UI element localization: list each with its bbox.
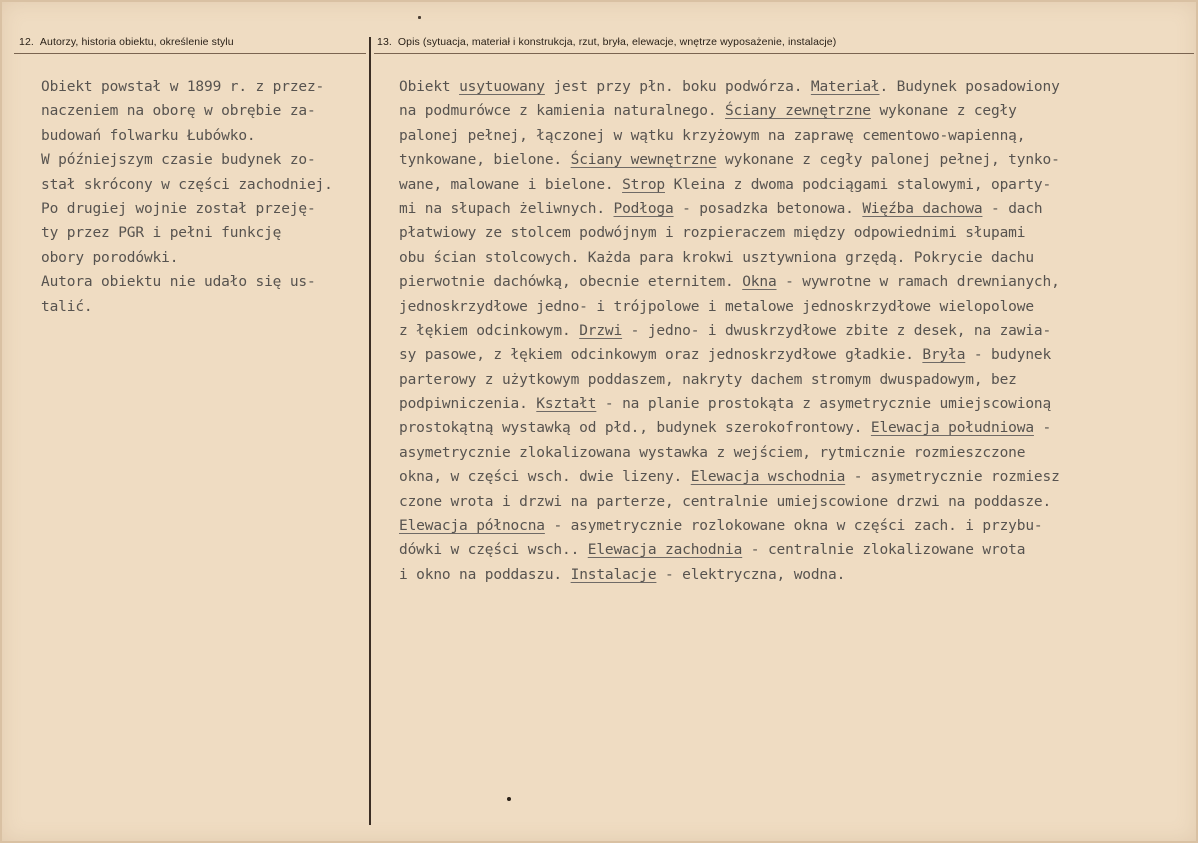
history-line: Autora obiektu nie udało się us- bbox=[41, 274, 316, 291]
history-line: stał skrócony w części zachodniej. bbox=[41, 176, 333, 193]
description-segment: Obiekt bbox=[399, 79, 460, 95]
description-line bbox=[399, 563, 1194, 587]
section-12-header bbox=[19, 36, 234, 48]
ink-dot bbox=[507, 797, 511, 801]
description-segment: jest przy płn. boku podwórza. bbox=[544, 79, 811, 95]
description-line bbox=[399, 197, 1194, 221]
description-segment: dówki w części wsch.. bbox=[399, 542, 588, 559]
history-line: Po drugiej wojnie został przeję- bbox=[41, 200, 316, 217]
description-line bbox=[399, 75, 1194, 99]
description-line bbox=[399, 465, 1194, 489]
description-segment: prostokątną wystawką od płd., budynek szerokofrontowy. bbox=[399, 420, 871, 437]
description-line bbox=[399, 221, 1194, 245]
description-segment: okna, w części wsch. dwie lizeny. bbox=[399, 469, 691, 486]
section-12-number: 12. bbox=[19, 36, 34, 48]
description-segment: wykonane z cegły palonej pełnej, tynko- bbox=[716, 152, 1060, 169]
description-segment: jednoskrzydłowe jedno- i trójpolowe i metalowe jednoskrzydłowe wielopolowe bbox=[399, 298, 1034, 315]
history-line: talić. bbox=[41, 298, 93, 315]
description-segment: wykonane z cegły bbox=[870, 103, 1017, 120]
section-12-title: Autorzy, historia obiektu, określenie stylu bbox=[39, 36, 234, 48]
underlined-term: Okna bbox=[742, 274, 777, 291]
description-segment: czone wrota i drzwi na parterze, centralnie umiejscowione drzwi na poddasze. bbox=[399, 493, 1052, 510]
history-line: obory porodówki. bbox=[41, 249, 179, 266]
history-line: Obiekt powstał w 1899 r. z przez- bbox=[41, 79, 325, 95]
underlined-term: Elewacja północna bbox=[399, 518, 545, 535]
description-line bbox=[399, 99, 1194, 123]
description-line bbox=[399, 392, 1194, 416]
description-line bbox=[399, 490, 1194, 514]
underlined-term: Drzwi bbox=[579, 322, 623, 339]
description-line bbox=[399, 343, 1194, 367]
description-segment: . Budynek posadowiony bbox=[879, 79, 1060, 95]
description-segment: - posadzka betonowa. bbox=[673, 200, 863, 217]
underlined-term: Elewacja wschodnia bbox=[690, 469, 846, 486]
description-segment: tynkowane, bielone. bbox=[399, 152, 571, 169]
description-segment: palonej pełnej, łączonej w wątku krzyżowym na zaprawę cementowo-wapienną, bbox=[399, 127, 1026, 144]
description-segment: płatwiowy ze stolcem podwójnym i rozpieraczem między odpowiednimi słupami bbox=[399, 225, 1026, 242]
description-segment: pierwotnie dachówką, obecnie eternitem. bbox=[399, 274, 743, 291]
description-line bbox=[399, 246, 1194, 270]
description-segment: - asymetrycznie rozmiesz bbox=[845, 469, 1060, 486]
description-segment: - na planie prostokąta z asymetrycznie umiejscowioną bbox=[596, 396, 1052, 413]
underlined-term: Elewacja południowa bbox=[870, 420, 1034, 437]
description-line bbox=[399, 368, 1194, 392]
description-segment: obu ścian stolcowych. Każda para krokwi usztywniona grzędą. Pokrycie dachu bbox=[399, 249, 1034, 266]
description-segment: z łękiem odcinkowym. bbox=[399, 322, 580, 339]
history-line: budowań folwarku Łubówko. bbox=[41, 127, 256, 144]
description-segment: na podmurówce z kamienia naturalnego. bbox=[399, 103, 726, 120]
description-segment: sy pasowe, z łękiem odcinkowym oraz jednoskrzydłowe gładkie. bbox=[399, 347, 923, 364]
description-line bbox=[399, 441, 1194, 465]
description-line bbox=[399, 148, 1194, 172]
description-line bbox=[399, 173, 1194, 197]
underlined-term: usytuowany bbox=[459, 79, 545, 95]
underlined-term: Ściany wewnętrzne bbox=[570, 152, 717, 169]
description-line bbox=[399, 270, 1194, 294]
underlined-term: Podłoga bbox=[613, 200, 674, 217]
description-segment: - elektryczna, wodna. bbox=[656, 566, 846, 583]
description-segment: Kleina z dwoma podciągami stalowymi, oparty- bbox=[664, 176, 1052, 193]
description-segment: asymetrycznie zlokalizowana wystawka z wejściem, rytmicznie rozmieszczone bbox=[399, 444, 1026, 461]
section-13-header bbox=[377, 36, 836, 48]
section-13-number: 13. bbox=[377, 36, 392, 48]
history-line: W późniejszym czasie budynek zo- bbox=[41, 152, 316, 169]
description-line bbox=[399, 124, 1194, 148]
underlined-term: Elewacja zachodnia bbox=[587, 542, 743, 559]
description-text bbox=[399, 75, 1194, 587]
underlined-term: Bryła bbox=[922, 347, 966, 364]
description-segment: i okno na poddaszu. bbox=[399, 566, 571, 583]
description-segment: - budynek bbox=[965, 347, 1052, 364]
description-segment: - asymetrycznie rozlokowane okna w części zach. i przybu- bbox=[544, 518, 1043, 535]
header-rule-left bbox=[14, 53, 366, 54]
description-segment: wane, malowane i bielone. bbox=[399, 176, 623, 193]
underlined-term: Materiał bbox=[810, 79, 880, 95]
section-13-title: Opis (sytuacja, materiał i konstrukcja, rzut, bryła, elewacje, wnętrze wyposażenie, instalacje) bbox=[397, 36, 837, 48]
history-line: ty przez PGR i pełni funkcję bbox=[41, 225, 282, 242]
underlined-term: Ściany zewnętrzne bbox=[725, 103, 871, 120]
paper-mark bbox=[418, 16, 421, 19]
underlined-term: Więźba dachowa bbox=[862, 200, 983, 217]
description-segment: - bbox=[1033, 420, 1052, 437]
header-rule-right bbox=[374, 53, 1194, 54]
description-line bbox=[399, 319, 1194, 343]
description-line bbox=[399, 416, 1194, 440]
description-segment: - dach bbox=[982, 200, 1043, 217]
description-segment: mi na słupach żeliwnych. bbox=[399, 200, 614, 217]
description-line bbox=[399, 514, 1194, 538]
description-segment: - wywrotne w ramach drewnianych, bbox=[776, 274, 1060, 291]
description-segment: podpiwniczenia. bbox=[399, 396, 537, 413]
underlined-term: Kształt bbox=[536, 396, 597, 413]
description-line bbox=[399, 538, 1194, 562]
underlined-term: Instalacje bbox=[570, 566, 657, 583]
history-line: naczeniem na oborę w obrębie za- bbox=[41, 103, 316, 120]
underlined-term: Strop bbox=[622, 176, 665, 193]
history-text bbox=[41, 75, 371, 319]
description-segment: parterowy z użytkowym poddaszem, nakryty dachem stromym dwuspadowym, bez bbox=[399, 371, 1017, 388]
description-line bbox=[399, 295, 1194, 319]
description-segment: - jedno- i dwuskrzydłowe zbite z desek, na zawia- bbox=[622, 322, 1052, 339]
description-segment: - centralnie zlokalizowane wrota bbox=[742, 542, 1026, 559]
